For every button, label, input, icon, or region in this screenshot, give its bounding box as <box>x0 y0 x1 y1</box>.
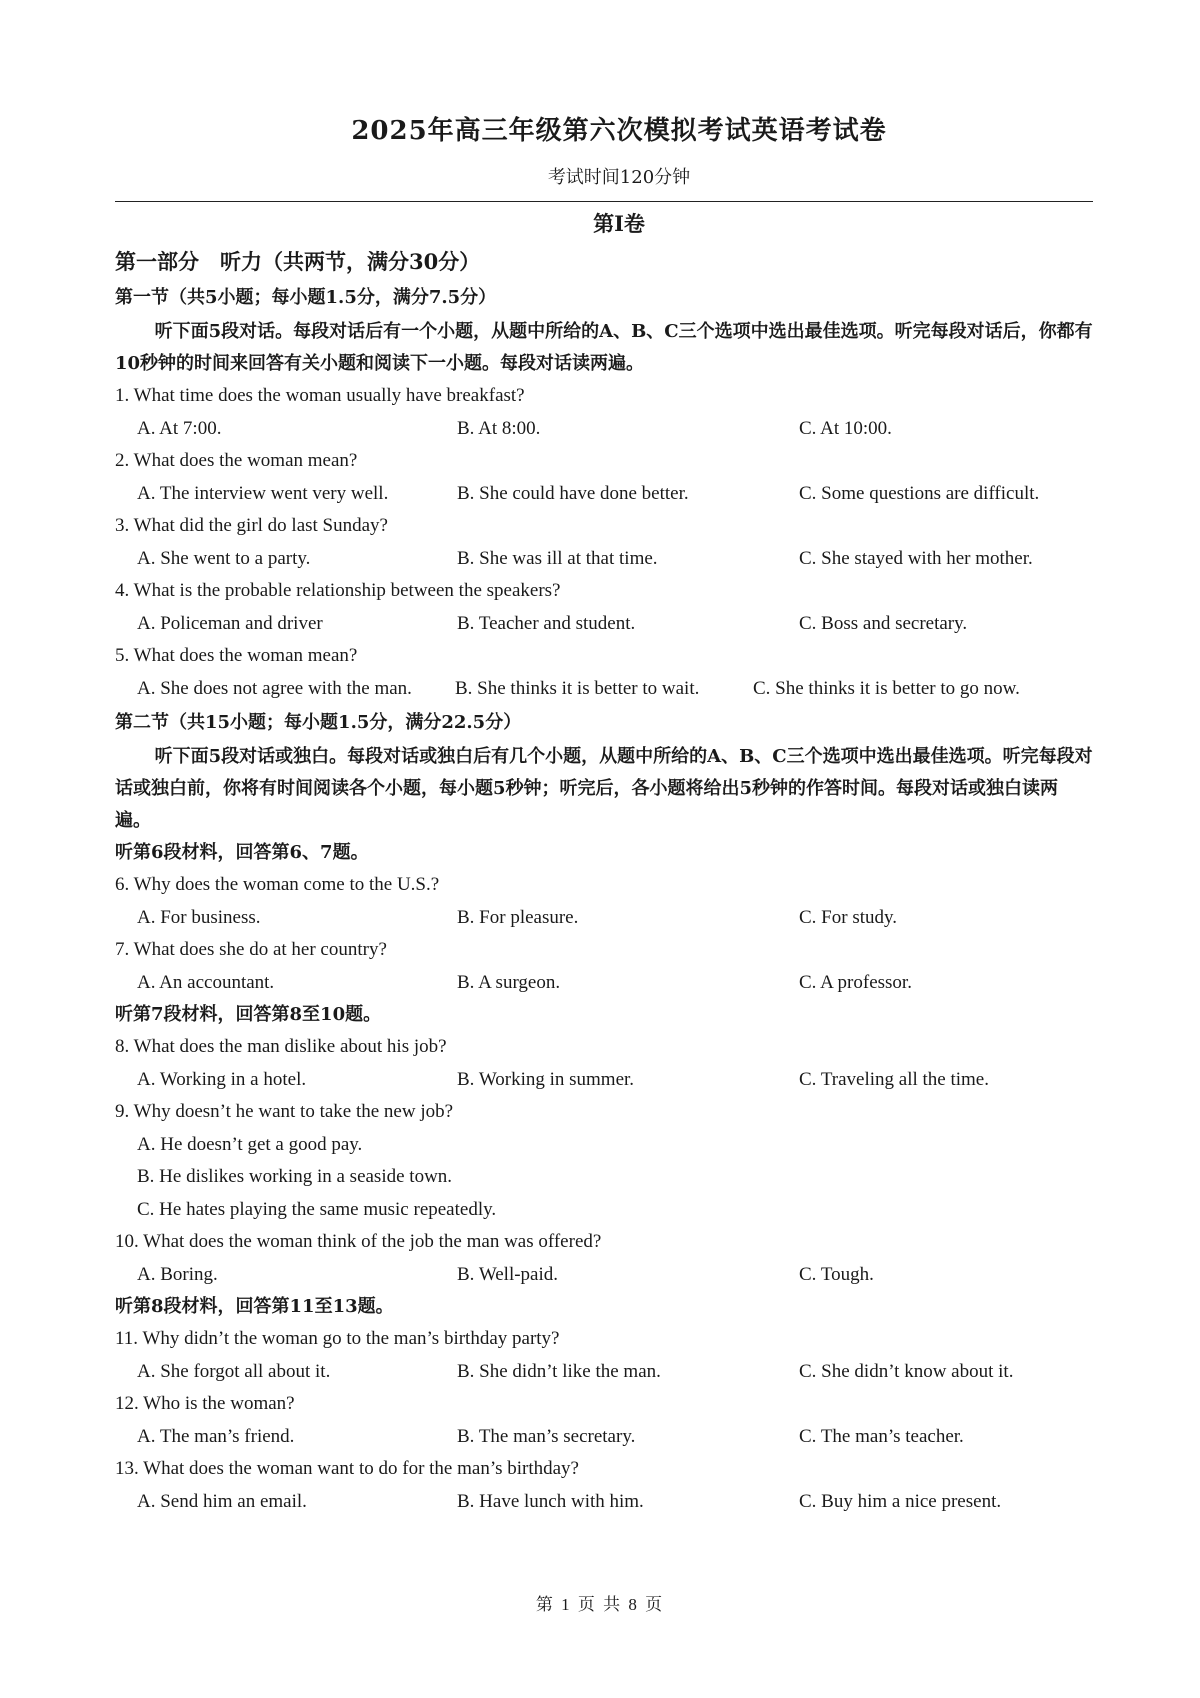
option-row <box>115 673 1093 706</box>
question-block <box>115 1096 1093 1226</box>
option-c: C. For study. <box>799 906 898 928</box>
option-c: C. She thinks it is better to go now. <box>753 677 1020 699</box>
page-number: 第 1 页 共 8 页 <box>535 1595 665 1614</box>
option-b: B. Teacher and student. <box>457 612 636 634</box>
question-stem: 1. What time does the woman usually have breakfast? <box>115 385 525 406</box>
option-row <box>115 1259 1093 1292</box>
option-b: B. The man’s secretary. <box>457 1425 636 1447</box>
option-a: A. An accountant. <box>137 971 275 993</box>
option-c: C. She didn’t know about it. <box>799 1360 1014 1382</box>
option-a: A. Policeman and driver <box>137 612 323 634</box>
option-b: B. Have lunch with him. <box>457 1490 644 1512</box>
question-block <box>115 1453 1093 1518</box>
section-title: 第一节（共5小题；每小题1.5分，满分7.5分） <box>115 287 497 308</box>
question-stem: 6. Why does the woman come to the U.S.? <box>115 874 440 895</box>
option-c: C. She stayed with her mother. <box>799 547 1033 569</box>
question-stem: 11. Why didn’t the woman go to the man’s birthday party? <box>115 1328 560 1349</box>
option-a: A. Boring. <box>137 1263 218 1285</box>
material-heading: 听第6段材料，回答第6、7题。 <box>115 842 369 863</box>
exam-title: 2025年高三年级第六次模拟考试英语考试卷 <box>351 116 887 146</box>
option-b: B. Well-paid. <box>457 1263 559 1285</box>
option-row <box>115 478 1093 511</box>
option-c: C. At 10:00. <box>799 417 892 439</box>
question-stem: 8. What does the man dislike about his job? <box>115 1036 447 1057</box>
question-stem: 9. Why doesn’t he want to take the new job? <box>115 1101 454 1122</box>
question-block <box>115 575 1093 640</box>
option-a: A. Working in a hotel. <box>137 1068 307 1090</box>
option-c: C. The man’s teacher. <box>799 1425 964 1447</box>
option-a: A. She forgot all about it. <box>137 1360 331 1382</box>
option-row <box>115 1356 1093 1389</box>
question-block <box>115 934 1093 999</box>
option-a: A. For business. <box>137 906 261 928</box>
option-c: C. Traveling all the time. <box>799 1068 989 1090</box>
option-b: B. At 8:00. <box>457 417 541 439</box>
option-c: C. Some questions are difficult. <box>799 482 1040 504</box>
option-c: C. Tough. <box>799 1263 874 1285</box>
option-a: A. She does not agree with the man. <box>137 677 412 699</box>
question-block <box>115 445 1093 510</box>
option-b: B. He dislikes working in a seaside town. <box>137 1166 453 1187</box>
option-row <box>115 1064 1093 1097</box>
header-divider <box>115 201 1093 202</box>
option-stack <box>115 1129 1093 1227</box>
question-block <box>115 640 1093 705</box>
option-b: B. She was ill at that time. <box>457 547 658 569</box>
option-a: A. The interview went very well. <box>137 482 389 504</box>
option-c: C. A professor. <box>799 971 912 993</box>
option-a: A. The man’s friend. <box>137 1425 295 1447</box>
question-stem: 4. What is the probable relationship between the speakers? <box>115 580 561 601</box>
part-title: 第一部分 听力（共两节，满分30分） <box>115 249 481 274</box>
question-stem: 7. What does she do at her country? <box>115 939 387 960</box>
option-row <box>115 1421 1093 1454</box>
option-a: A. At 7:00. <box>137 417 222 439</box>
option-a: A. She went to a party. <box>137 547 311 569</box>
question-block <box>115 1226 1093 1291</box>
question-block <box>115 380 1093 445</box>
question-block <box>115 510 1093 575</box>
option-row <box>115 967 1093 1000</box>
option-b: B. Working in summer. <box>457 1068 635 1090</box>
question-block <box>115 869 1093 934</box>
question-stem: 12. Who is the woman? <box>115 1393 295 1414</box>
option-b: B. She thinks it is better to wait. <box>455 677 700 699</box>
option-row <box>115 1486 1093 1519</box>
option-row <box>115 902 1093 935</box>
exam-page <box>115 110 1093 1518</box>
option-b: B. For pleasure. <box>457 906 579 928</box>
option-b: B. A surgeon. <box>457 971 561 993</box>
option-a: A. He doesn’t get a good pay. <box>137 1133 363 1155</box>
question-block <box>115 1388 1093 1453</box>
option-c: C. He hates playing the same music repeatedly. <box>137 1198 497 1220</box>
option-b: B. She could have done better. <box>457 482 689 504</box>
section-title: 第二节（共15小题；每小题1.5分，满分22.5分） <box>115 712 522 733</box>
exam-duration: 考试时间120分钟 <box>547 167 691 188</box>
question-block <box>115 1323 1093 1388</box>
question-stem: 2. What does the woman mean? <box>115 450 358 471</box>
option-row <box>115 608 1093 641</box>
option-row <box>115 543 1093 576</box>
question-stem: 3. What did the girl do last Sunday? <box>115 515 388 536</box>
volume-label: 第Ⅰ卷 <box>593 211 645 236</box>
option-row <box>115 413 1093 446</box>
section-instructions: 听下面5段对话或独白。每段对话或独白后有几个小题，从题中所给的A、B、C三个选项中选出最佳选项。听完每段对话或独白前，你将有时间阅读各个小题，每小题5秒钟；听完后，各小题将给出5秒钟的作答时间。每段对话或独白读两遍。 <box>115 746 1093 831</box>
question-stem: 13. What does the woman want to do for the man’s birthday? <box>115 1458 579 1479</box>
option-b: B. She didn’t like the man. <box>457 1360 661 1382</box>
option-c: C. Buy him a nice present. <box>799 1490 1002 1512</box>
section-instructions: 听下面5段对话。每段对话后有一个小题，从题中所给的A、B、C三个选项中选出最佳选项。听完每段对话后，你都有10秒钟的时间来回答有关小题和阅读下一小题。每段对话读两遍。 <box>115 321 1093 374</box>
question-stem: 10. What does the woman think of the job the man was offered? <box>115 1231 602 1252</box>
material-heading: 听第8段材料，回答第11至13题。 <box>115 1296 394 1317</box>
material-heading: 听第7段材料，回答第8至10题。 <box>115 1004 382 1025</box>
option-a: A. Send him an email. <box>137 1490 307 1512</box>
question-block <box>115 1031 1093 1096</box>
question-stem: 5. What does the woman mean? <box>115 645 358 666</box>
option-c: C. Boss and secretary. <box>799 612 968 634</box>
